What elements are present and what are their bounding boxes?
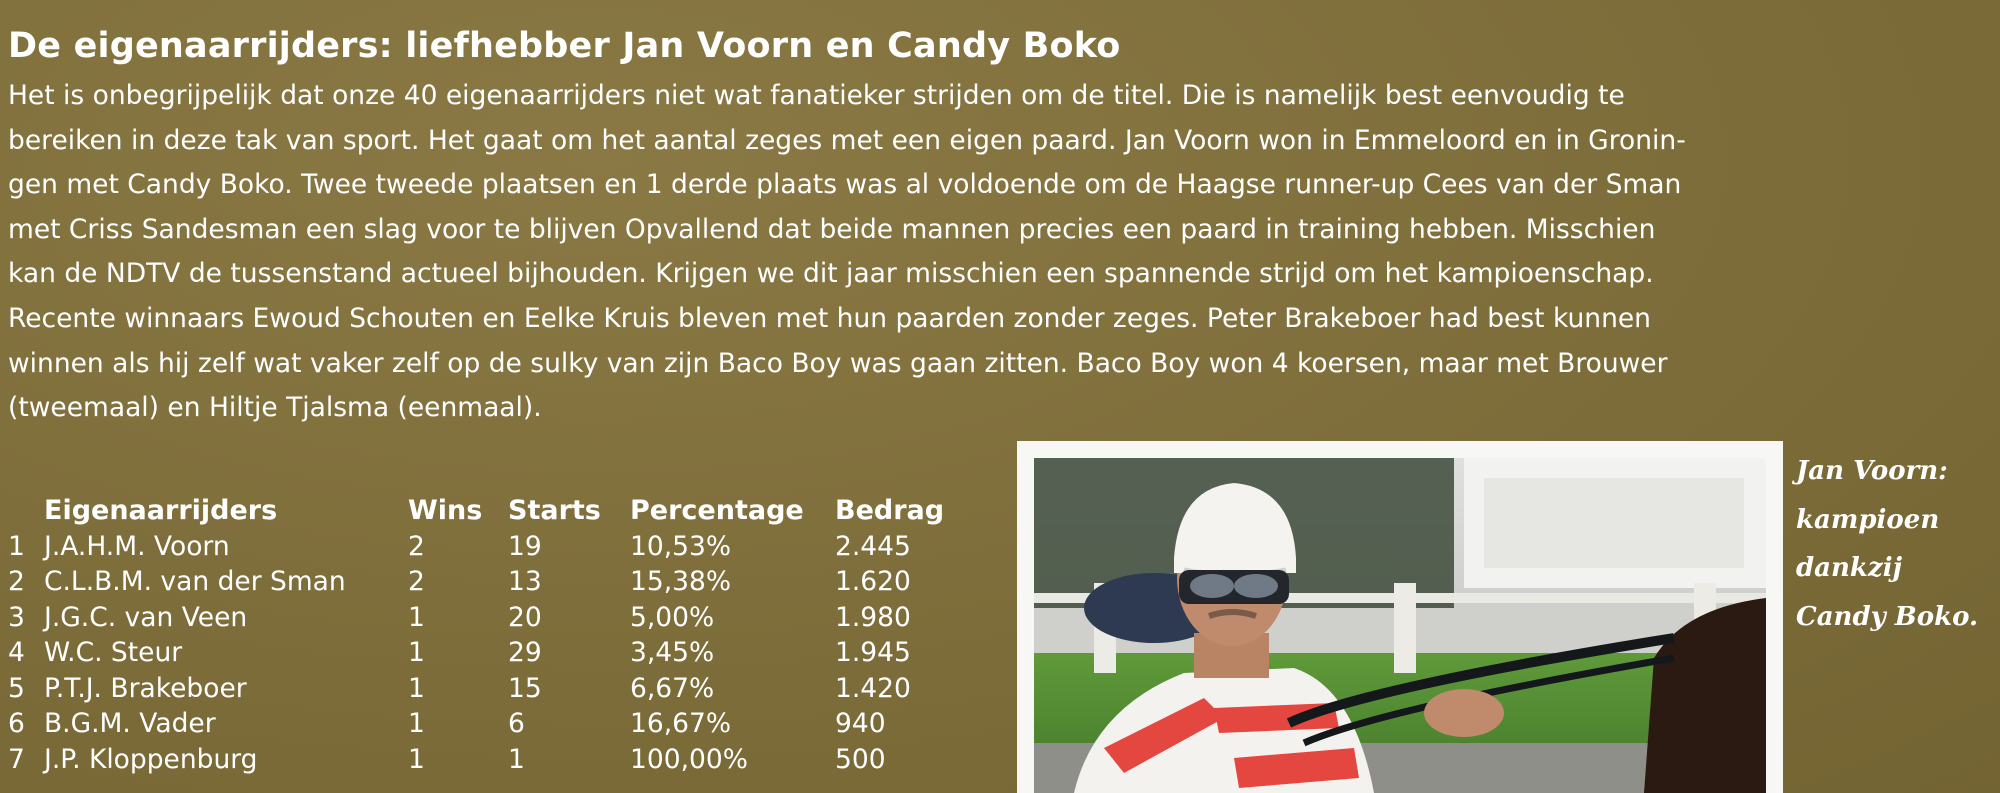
wins-cell: 1 [408,601,425,633]
name-cell: B.G.M. Vader [44,708,216,740]
header-starts: Starts [508,495,601,527]
table-row [6,742,975,778]
amount-cell: 1.945 [835,637,911,669]
header-name: Eigenaarrijders [44,495,278,527]
rank-cell: 2 [8,566,25,598]
percentage-cell: 3,45% [630,637,715,669]
driver-photo-illustration [1034,458,1766,793]
amount-cell: 500 [835,743,886,775]
rank-cell: 7 [8,743,25,775]
starts-cell: 13 [508,566,542,598]
header-rank [6,493,44,529]
table-row [6,564,975,600]
starts-cell: 20 [508,601,542,633]
starts-cell: 6 [508,708,525,740]
starts-cell: 29 [508,637,542,669]
header-amount: Bedrag [835,495,945,527]
amount-cell: 940 [835,708,886,740]
name-cell: J.G.C. van Veen [44,601,248,633]
article-intro [8,74,1993,431]
header-wins: Wins [408,495,483,527]
table-header-row [6,493,975,529]
rank-cell: 1 [8,530,25,562]
wins-cell: 1 [408,743,425,775]
intro-line: winnen als hij zelf wat vaker zelf op de sulky van zijn Baco Boy was gaan zitten. Baco Boy won 4 koersen, maar met Brouwer [8,347,1668,379]
amount-cell: 1.420 [835,672,911,704]
starts-cell: 15 [508,672,542,704]
rank-cell: 3 [8,601,25,633]
table-row [6,635,975,671]
intro-line: bereiken in deze tak van sport. Het gaat om het aantal zeges met een eigen paard. Jan Voorn won in Emmeloord en in Gronin- [8,124,1686,156]
name-cell: J.P. Kloppenburg [44,743,258,775]
percentage-cell: 100,00% [630,743,748,775]
table-row [6,706,975,742]
driver-photo [1034,458,1766,793]
percentage-cell: 6,67% [630,672,715,704]
caption-line: Jan Voorn: [1796,456,1948,486]
wins-cell: 1 [408,708,425,740]
wins-cell: 2 [408,530,425,562]
amount-cell: 2.445 [835,530,911,562]
name-cell: P.T.J. Brakeboer [44,672,247,704]
rank-cell: 5 [8,672,25,704]
table-row [6,671,975,707]
caption-line: kampioen [1796,504,1940,535]
percentage-cell: 15,38% [630,566,732,598]
name-cell: J.A.H.M. Voorn [44,530,230,562]
intro-line: kan de NDTV de tussenstand actueel bijhouden. Krijgen we dit jaar misschien een spannende strijd om het kampioenschap. [8,258,1654,290]
caption-line: Candy Boko. [1796,601,1979,632]
table-row [6,600,975,636]
rank-cell: 4 [8,637,25,669]
name-cell: C.L.B.M. van der Sman [44,566,346,598]
starts-cell: 1 [508,743,525,775]
percentage-cell: 16,67% [630,708,732,740]
wins-cell: 2 [408,566,425,598]
wins-cell: 1 [408,672,425,704]
table-row [6,529,975,565]
amount-cell: 1.980 [835,601,911,633]
standings-table [6,493,975,777]
photo-frame [1017,441,1783,793]
header-percentage: Percentage [630,495,804,527]
caption-line: dankzij [1796,553,1902,583]
article-headline: De eigenaarrijders: liefhebber Jan Voorn en Candy Boko [8,26,1121,66]
amount-cell: 1.620 [835,566,911,598]
intro-line: gen met Candy Boko. Twee tweede plaatsen en 1 derde plaats was al voldoende om de Haagse runner-up Cees van der Sman [8,169,1682,201]
intro-line: Recente winnaars Ewoud Schouten en Eelke Kruis bleven met hun paarden zonder zeges. Peter Brakeboer had best kunnen [8,302,1651,334]
starts-cell: 19 [508,530,542,562]
intro-line: Het is onbegrijpelijk dat onze 40 eigenaarrijders niet wat fanatieker strijden om de titel. Die is namelijk best eenvoudig te [8,80,1625,111]
rank-cell: 6 [8,708,25,740]
name-cell: W.C. Steur [44,637,183,669]
wins-cell: 1 [408,637,425,669]
percentage-cell: 10,53% [630,530,732,562]
photo-caption [1796,447,1978,641]
intro-line: met Criss Sandesman een slag voor te blijven Opvallend dat beide mannen precies een paard in training hebben. Misschien [8,213,1656,245]
intro-line: (tweemaal) en Hiltje Tjalsma (eenmaal). [8,392,542,424]
percentage-cell: 5,00% [630,601,715,633]
